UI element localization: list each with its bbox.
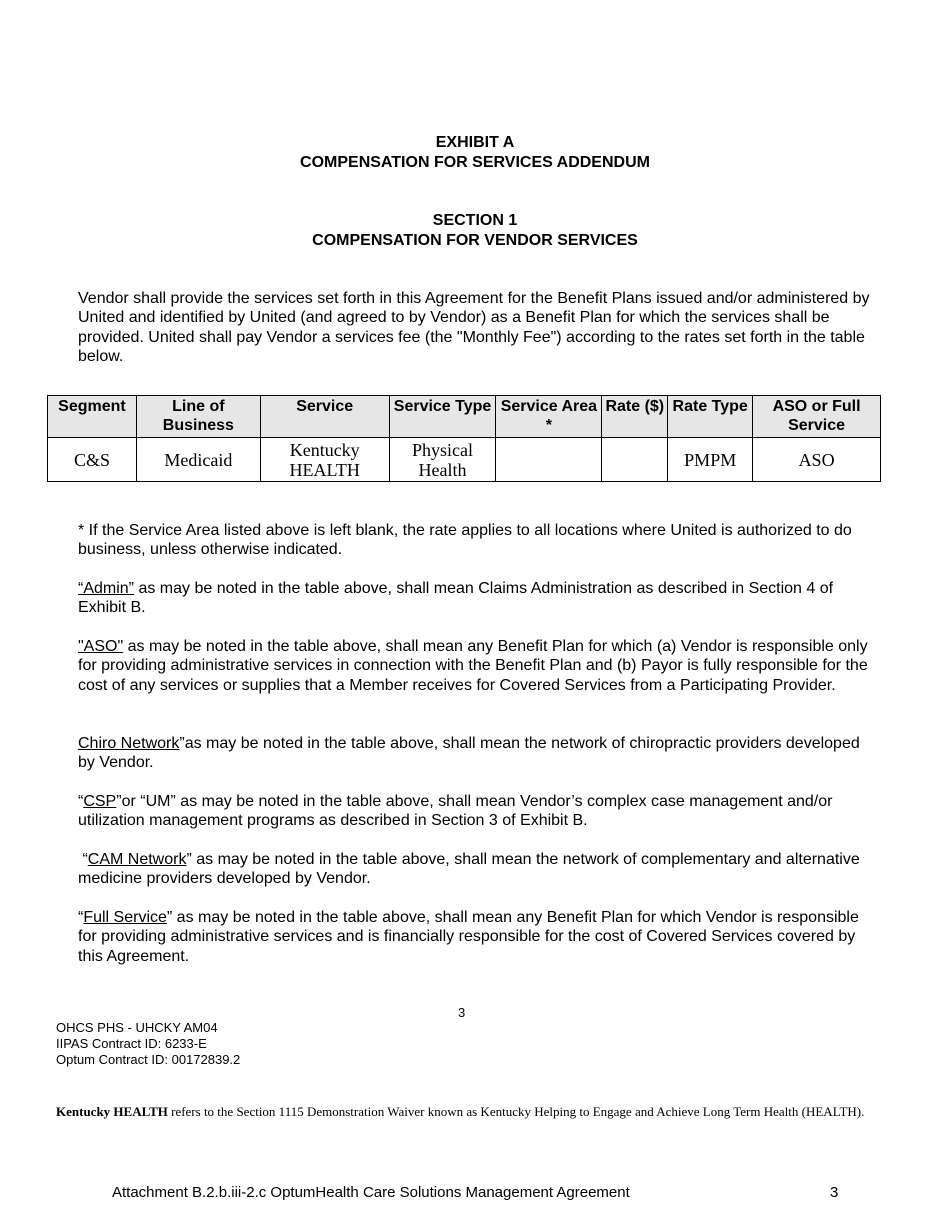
table-header-row	[48, 396, 881, 438]
definition-csp: “CSP”or “UM” as may be noted in the table above, shall mean Vendor’s complex case management and/or utilization management programs as described in Section 3 of Exhibit B.	[78, 793, 833, 830]
col-header-service-type: Service Type	[389, 396, 496, 438]
service-area-note: * If the Service Area listed above is left blank, the rate applies to all locations where United is authorized to do business, unless otherwise indicated.	[78, 522, 852, 559]
inner-page-number: 3	[458, 1005, 466, 1020]
cell-service-type: Physical Health	[389, 438, 496, 482]
section-title: COMPENSATION FOR VENDOR SERVICES	[312, 232, 638, 249]
kentucky-health-footnote: Kentucky HEALTH refers to the Section 1115 Demonstration Waiver known as Kentucky Helping to Engage and Achieve Long Term Health (HEALTH).	[56, 1104, 865, 1119]
definition-chiro-network: Chiro Network”as may be noted in the table above, shall mean the network of chiropractic providers developed by Vendor.	[78, 735, 860, 772]
cell-segment: C&S	[48, 438, 137, 482]
col-header-service: Service	[260, 396, 389, 438]
exhibit-title: COMPENSATION FOR SERVICES ADDENDUM	[300, 154, 650, 171]
section-heading: SECTION 1	[432, 212, 518, 229]
cell-aso-or-full-service: ASO	[753, 438, 881, 482]
rates-table	[47, 395, 881, 482]
col-header-aso-or-full-service: ASO or Full Service	[753, 396, 881, 438]
footer-page-number: 3	[830, 1184, 839, 1201]
col-header-line-of-business: Line of Business	[136, 396, 260, 438]
exhibit-heading: EXHIBIT A	[435, 134, 515, 151]
col-header-rate: Rate ($)	[602, 396, 668, 438]
definition-full-service: “Full Service” as may be noted in the table above, shall mean any Benefit Plan for which Vendor is responsible for providing administrative services and is financially responsible for the cost of Covered Services covered by this Agreement.	[78, 909, 859, 965]
cell-service-area	[496, 438, 602, 482]
col-header-segment: Segment	[48, 396, 137, 438]
definition-cam-network: “CAM Network” as may be noted in the table above, shall mean the network of complementary and alternative medicine providers developed by Vendor.	[78, 851, 865, 888]
col-header-rate-type: Rate Type	[668, 396, 753, 438]
defined-term: CSP	[83, 793, 117, 810]
col-header-service-area: Service Area *	[496, 396, 602, 438]
definition-aso: "ASO" as may be noted in the table above, shall mean any Benefit Plan for which (a) Vendor is responsible only for providing administrative services in connection with the Benefit Plan and (b) Payor is fully responsible for the cost of any services or supplies that a Member receives for Covered Services from a Participating Provider.	[78, 638, 868, 694]
defined-term: CAM Network	[87, 851, 187, 868]
defined-term: "ASO"	[78, 638, 124, 655]
cell-rate-type: PMPM	[668, 438, 753, 482]
defined-term: “Admin”	[78, 580, 135, 597]
contract-id-line: OHCS PHS - UHCKY AM04	[56, 1020, 218, 1035]
defined-term: Full Service	[83, 909, 167, 926]
contract-id-line: IIPAS Contract ID: 6233-E	[56, 1036, 207, 1051]
definition-admin: “Admin” as may be noted in the table above, shall mean Claims Administration as described in Section 4 of Exhibit B.	[78, 580, 834, 617]
table-row	[48, 438, 881, 482]
cell-rate	[602, 438, 668, 482]
defined-term: Chiro Network	[78, 735, 180, 752]
cell-line-of-business: Medicaid	[136, 438, 260, 482]
footer-title: Attachment B.2.b.iii-2.c OptumHealth Care Solutions Management Agreement	[112, 1184, 630, 1201]
cell-service: Kentucky HEALTH	[260, 438, 389, 482]
contract-id-line: Optum Contract ID: 00172839.2	[56, 1052, 241, 1067]
intro-paragraph: Vendor shall provide the services set forth in this Agreement for the Benefit Plans issued and/or administered by United and identified by United (and agreed to by Vendor) as a Benefit Plan for which the services shall be provided. United shall pay Vendor a services fee (the "Monthly Fee") according to the rates set forth in the table below.	[78, 290, 870, 366]
